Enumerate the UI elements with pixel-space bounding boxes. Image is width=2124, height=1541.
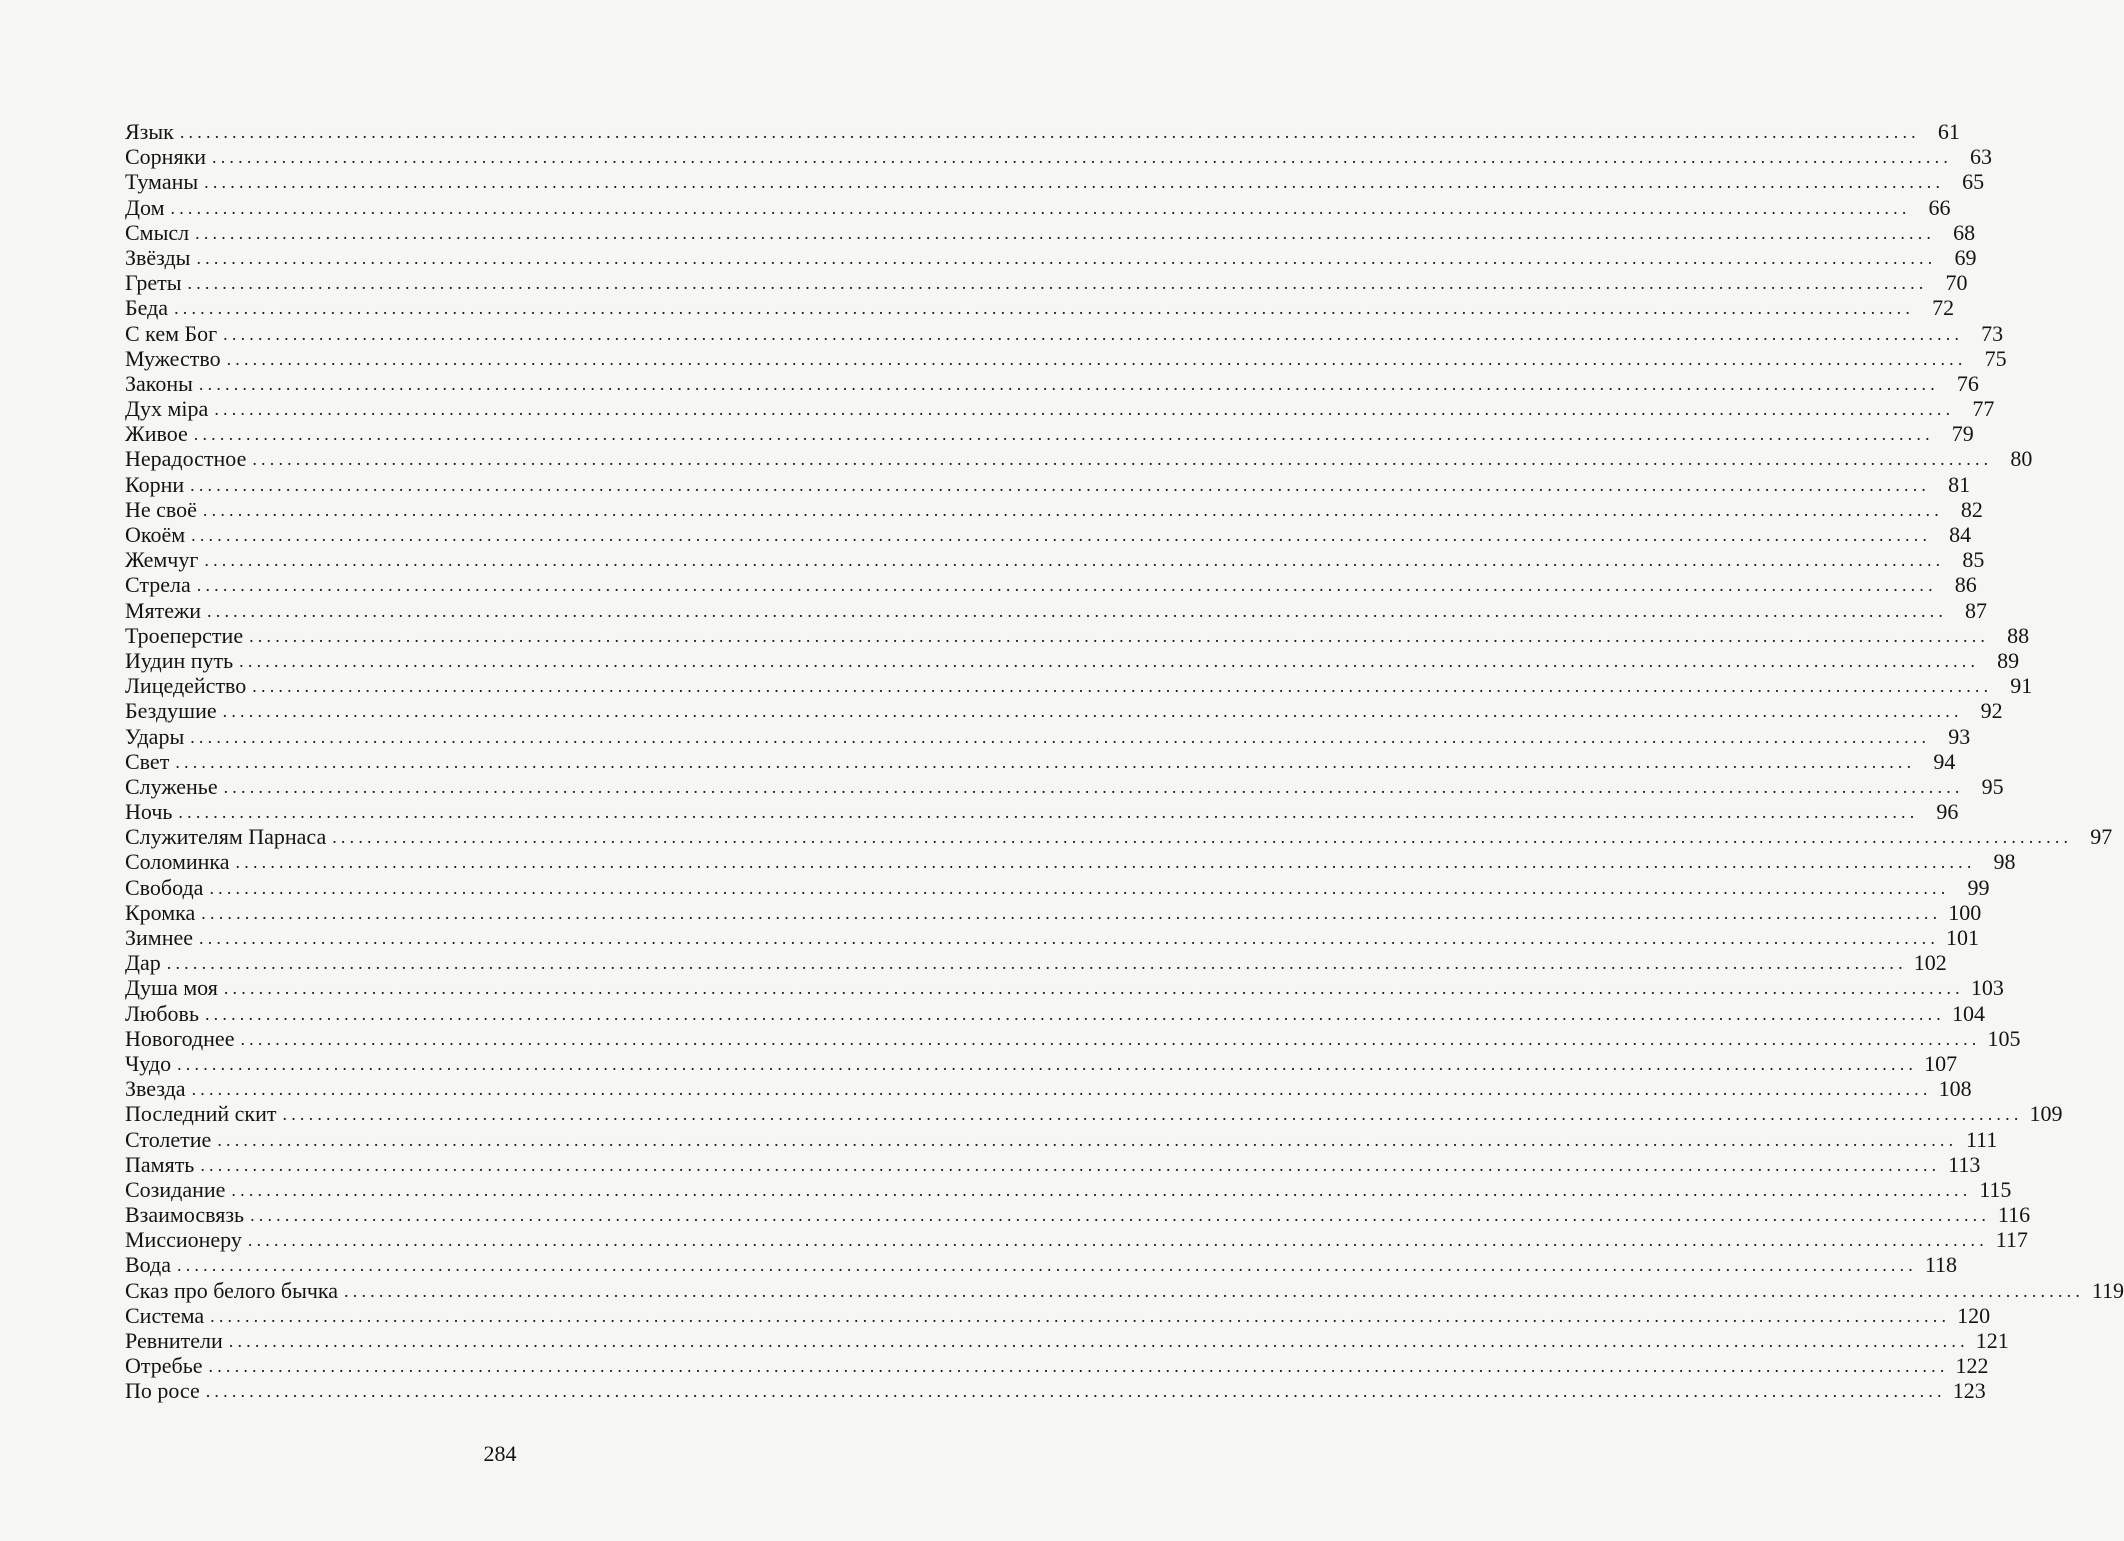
toc-entry-title: Удары [125, 723, 185, 749]
toc-entry [125, 244, 1977, 270]
toc-entry [125, 320, 2004, 346]
dot-leader: ........................................................................................................................................................................................................ [204, 172, 1945, 193]
toc-entry-title: Кромка [125, 899, 196, 925]
toc-entry-page-number: 84 [1949, 522, 1972, 547]
toc-entry [125, 950, 1947, 976]
dot-leader: ........................................................................................................................................................................................................ [231, 1179, 1972, 1200]
dot-leader: ........................................................................................................................................................................................................ [223, 776, 1964, 797]
toc-entry [125, 874, 1990, 900]
toc-entry-page-number: 117 [1995, 1227, 2028, 1253]
toc-entry-page-number: 89 [1997, 647, 2020, 673]
dot-leader: ........................................................................................................................................................................................................ [249, 625, 1990, 646]
dot-leader: ........................................................................................................................................................................................................ [170, 197, 1911, 218]
toc-entry-page-number: 99 [1967, 874, 1990, 900]
toc-entry-title: Зимнее [125, 925, 194, 950]
dot-leader: ........................................................................................................................................................................................................ [239, 650, 1980, 671]
toc-entry-title: Звезда [125, 1076, 186, 1102]
toc-entry-page-number: 120 [1957, 1302, 1991, 1328]
toc-entry [125, 1252, 1957, 1278]
toc-entry-title: Бездушие [125, 698, 217, 724]
toc-entry-page-number: 91 [2010, 673, 2033, 699]
toc-entry-page-number: 103 [1970, 975, 2004, 1001]
toc-entry [125, 773, 2004, 799]
toc-entry-page-number: 95 [1981, 773, 2004, 799]
dot-leader: ........................................................................................................................................................................................................ [344, 1280, 2085, 1301]
toc-entry-page-number: 93 [1948, 723, 1971, 749]
toc-entry [125, 522, 1972, 547]
toc-entry-page-number: 77 [1972, 396, 1995, 422]
toc-entry-title: Память [125, 1151, 195, 1177]
dot-leader: ........................................................................................................................................................................................................ [247, 1230, 1988, 1251]
dot-leader: ........................................................................................................................................................................................................ [177, 1255, 1917, 1276]
toc-entry-page-number: 76 [1956, 370, 1979, 396]
toc-entry-title: Нерадостное [125, 446, 247, 472]
toc-entry-title: Окоём [125, 522, 186, 547]
toc-entry-page-number: 66 [1928, 194, 1951, 220]
dot-leader: ........................................................................................................................................................................................................ [204, 1003, 1945, 1024]
toc-entry [125, 1353, 1989, 1379]
toc-entry-title: Служенье [125, 773, 218, 799]
toc-entry-title: Душа моя [125, 975, 218, 1001]
dot-leader: ........................................................................................................................................................................................................ [196, 575, 1937, 596]
toc-entry-title: Созидание [125, 1176, 226, 1202]
toc-entry-title: Иудин путь [125, 647, 234, 673]
toc-entry-title: Чудо [125, 1050, 172, 1076]
toc-entry [125, 496, 1983, 522]
dot-leader: ........................................................................................................................................................................................................ [198, 373, 1939, 394]
toc-entry-title: Последний скит [125, 1101, 277, 1127]
dot-leader: ........................................................................................................................................................................................................ [226, 348, 1967, 369]
toc-entry [125, 421, 1974, 447]
toc-entry-page-number: 119 [2091, 1277, 2124, 1303]
toc-entry-title: Беда [125, 295, 169, 321]
toc-entry-page-number: 72 [1932, 295, 1955, 321]
toc-entry-title: Жемчуг [125, 547, 199, 573]
toc-entry-page-number: 102 [1913, 950, 1947, 976]
toc-entry [125, 1378, 1986, 1404]
page-number: 284 [483, 1441, 517, 1466]
toc-entry-page-number: 105 [1987, 1025, 2021, 1051]
dot-leader: ........................................................................................................................................................................................................ [201, 902, 1942, 923]
toc-entry-page-number: 86 [1954, 572, 1977, 598]
toc-entry-title: Дух міра [125, 396, 209, 422]
toc-entry [125, 673, 2033, 699]
toc-entry [125, 899, 1982, 925]
toc-entry [125, 698, 2003, 724]
toc-entry-title: Мужество [125, 345, 221, 371]
dot-leader: ........................................................................................................................................................................................................ [217, 1129, 1958, 1150]
toc-entry [125, 219, 1976, 245]
dot-leader: ........................................................................................................................................................................................................ [191, 525, 1932, 545]
toc-entry-title: Свет [125, 748, 170, 774]
toc-entry-title: Любовь [125, 1000, 199, 1026]
toc-entry-page-number: 111 [1965, 1126, 1998, 1152]
toc-entry-page-number: 113 [1948, 1151, 1981, 1177]
toc-entry [125, 799, 1959, 825]
toc-entry-title: Мятежи [125, 597, 202, 623]
toc-entry-title: Отребье [125, 1353, 203, 1379]
dot-leader: ........................................................................................................................................................................................................ [187, 273, 1928, 294]
toc-entry-title: Система [125, 1302, 205, 1328]
toc-entry [125, 119, 1960, 144]
toc-entry [125, 1227, 2028, 1253]
toc-entry-page-number: 69 [1954, 244, 1977, 270]
toc-entry-title: Не своё [125, 496, 197, 522]
toc-entry-page-number: 80 [2010, 446, 2033, 472]
toc-entry-title: Законы [125, 370, 193, 396]
dot-leader: ........................................................................................................................................................................................................ [174, 298, 1915, 319]
toc-entry-title: Дар [125, 950, 161, 976]
toc-entry-title: Живое [125, 421, 188, 447]
dot-leader: ........................................................................................................................................................................................................ [252, 449, 1993, 470]
dot-leader: ........................................................................................................................................................................................................ [207, 600, 1948, 621]
toc-entry-title: Взаимосвязь [125, 1202, 245, 1228]
toc-entry [125, 345, 2007, 371]
dot-leader: ........................................................................................................................................................................................................ [223, 978, 1964, 999]
dot-leader: ........................................................................................................................................................................................................ [250, 1205, 1991, 1226]
dot-leader: ........................................................................................................................................................................................................ [222, 701, 1963, 722]
toc-entry-title: Язык [125, 119, 174, 144]
dot-leader: ........................................................................................................................................................................................................ [179, 122, 1920, 142]
toc-entry [125, 370, 1979, 396]
toc-entry [125, 270, 1968, 296]
toc-entry-page-number: 98 [1993, 849, 2016, 875]
toc-entry-page-number: 79 [1951, 421, 1974, 447]
toc-entry-page-number: 122 [1955, 1353, 1989, 1379]
dot-leader: ........................................................................................................................................................................................................ [332, 827, 2073, 848]
toc-entry [125, 748, 1956, 774]
toc-entry-page-number: 70 [1945, 270, 1968, 296]
toc-entry-page-number: 96 [1936, 799, 1959, 825]
dot-leader: ........................................................................................................................................................................................................ [190, 726, 1931, 747]
toc-entry-page-number: 82 [1960, 496, 1983, 522]
toc-entry-page-number: 87 [1965, 597, 1988, 623]
toc-entry-title: Корни [125, 471, 185, 497]
toc-entry-page-number: 100 [1948, 899, 1982, 925]
toc-entry-title: Стрела [125, 572, 191, 598]
dot-leader: ........................................................................................................................................................................................................ [196, 247, 1937, 268]
toc-entry [125, 1101, 2063, 1127]
dot-leader: ........................................................................................................................................................................................................ [202, 499, 1943, 520]
toc-entry-title: Дом [125, 194, 165, 220]
toc-entry-page-number: 68 [1953, 219, 1976, 245]
dot-leader: ........................................................................................................................................................................................................ [191, 1079, 1932, 1100]
toc-entry-page-number: 65 [1962, 169, 1985, 195]
toc-entry [125, 169, 1985, 195]
dot-leader: ........................................................................................................................................................................................................ [195, 222, 1936, 243]
table-of-contents [125, 119, 2124, 1404]
toc-entry [125, 572, 1977, 598]
toc-entry-title: Лицедейство [125, 673, 247, 699]
toc-entry-title: Сказ про белого бычка [125, 1277, 339, 1303]
toc-entry [125, 622, 2030, 648]
dot-leader: ........................................................................................................................................................................................................ [210, 1305, 1951, 1326]
dot-leader: ........................................................................................................................................................................................................ [208, 1356, 1949, 1377]
toc-entry [125, 1302, 1991, 1328]
toc-entry [125, 824, 2113, 850]
toc-entry-page-number: 61 [1937, 119, 1960, 144]
toc-entry-title: Новогоднее [125, 1025, 235, 1051]
toc-entry-page-number: 88 [2007, 622, 2030, 648]
toc-entry-title: Греты [125, 270, 182, 296]
toc-entry-page-number: 118 [1924, 1252, 1957, 1278]
toc-entry [125, 1277, 2124, 1303]
toc-entry-page-number: 104 [1951, 1000, 1985, 1026]
toc-entry [125, 1000, 1985, 1026]
toc-entry-page-number: 115 [1979, 1176, 2012, 1202]
toc-entry-page-number: 107 [1924, 1050, 1958, 1076]
toc-entry [125, 471, 1971, 497]
toc-entry-title: Столетие [125, 1126, 212, 1152]
toc-entry-page-number: 116 [1997, 1202, 2031, 1228]
toc-entry [125, 1176, 2012, 1202]
toc-entry-page-number: 94 [1933, 748, 1956, 774]
toc-entry [125, 1202, 2031, 1228]
toc-entry-page-number: 123 [1952, 1378, 1986, 1404]
toc-entry [125, 295, 1955, 321]
toc-entry-title: Смысл [125, 219, 190, 245]
dot-leader: ........................................................................................................................................................................................................ [193, 424, 1934, 445]
toc-entry-page-number: 108 [1938, 1076, 1972, 1102]
toc-entry-page-number: 92 [1980, 698, 2003, 724]
toc-entry [125, 1050, 1958, 1076]
toc-entry [125, 597, 1988, 623]
toc-entry-title: Вода [125, 1252, 171, 1278]
dot-leader: ........................................................................................................................................................................................................ [199, 928, 1940, 948]
toc-entry-page-number: 63 [1970, 144, 1993, 170]
toc-entry-title: С кем Бог [125, 320, 218, 346]
dot-leader: ........................................................................................................................................................................................................ [177, 1053, 1918, 1074]
toc-entry-title: Туманы [125, 169, 199, 195]
toc-entry [125, 925, 1980, 950]
toc-entry [125, 1126, 1998, 1152]
toc-entry [125, 1151, 1981, 1177]
dot-leader: ........................................................................................................................................................................................................ [190, 474, 1931, 495]
toc-entry-title: Служителям Парнаса [125, 824, 327, 850]
toc-entry-page-number: 121 [1975, 1328, 2009, 1353]
dot-leader: ........................................................................................................................................................................................................ [205, 1381, 1946, 1402]
dot-leader: ........................................................................................................................................................................................................ [252, 676, 1993, 697]
toc-entry-title: Соломинка [125, 849, 230, 875]
toc-entry [125, 1076, 1972, 1102]
toc-entry-page-number: 101 [1946, 925, 1980, 950]
toc-entry [125, 849, 2016, 875]
toc-entry-page-number: 75 [1984, 345, 2007, 371]
dot-leader: ........................................................................................................................................................................................................ [175, 751, 1916, 772]
toc-entry [125, 396, 1995, 422]
dot-leader: ........................................................................................................................................................................................................ [178, 802, 1919, 823]
toc-entry-title: Звёзды [125, 244, 191, 270]
dot-leader: ........................................................................................................................................................................................................ [212, 147, 1953, 168]
toc-entry [125, 647, 2020, 673]
dot-leader: ........................................................................................................................................................................................................ [166, 953, 1907, 974]
toc-entry [125, 446, 2033, 472]
dot-leader: ........................................................................................................................................................................................................ [282, 1104, 2023, 1125]
dot-leader: ........................................................................................................................................................................................................ [214, 399, 1955, 420]
toc-entry-title: Сорняки [125, 144, 207, 170]
toc-entry [125, 1025, 2021, 1051]
toc-entry-title: По росе [125, 1378, 200, 1404]
toc-entry-page-number: 109 [2029, 1101, 2063, 1127]
toc-entry [125, 547, 1985, 573]
dot-leader: ........................................................................................................................................................................................................ [228, 1331, 1969, 1351]
toc-entry [125, 1328, 2009, 1353]
dot-leader: ........................................................................................................................................................................................................ [240, 1028, 1981, 1049]
dot-leader: ........................................................................................................................................................................................................ [235, 852, 1976, 873]
dot-leader: ........................................................................................................................................................................................................ [223, 323, 1964, 344]
toc-entry-page-number: 81 [1948, 471, 1971, 497]
toc-entry-title: Свобода [125, 874, 204, 900]
toc-entry-title: Ночь [125, 799, 173, 825]
toc-entry-page-number: 97 [2090, 824, 2113, 850]
toc-entry [125, 975, 2004, 1001]
toc-entry-title: Троеперстие [125, 622, 244, 648]
toc-entry-page-number: 73 [1981, 320, 2004, 346]
dot-leader: ........................................................................................................................................................................................................ [200, 1154, 1941, 1175]
toc-entry-page-number: 85 [1962, 547, 1985, 573]
dot-leader: ........................................................................................................................................................................................................ [204, 550, 1945, 571]
dot-leader: ........................................................................................................................................................................................................ [209, 877, 1950, 898]
toc-entry-title: Миссионеру [125, 1227, 242, 1253]
toc-entry [125, 144, 1993, 170]
toc-entry [125, 194, 1951, 220]
toc-entry-title: Ревнители [125, 1328, 223, 1353]
toc-entry [125, 723, 1971, 749]
